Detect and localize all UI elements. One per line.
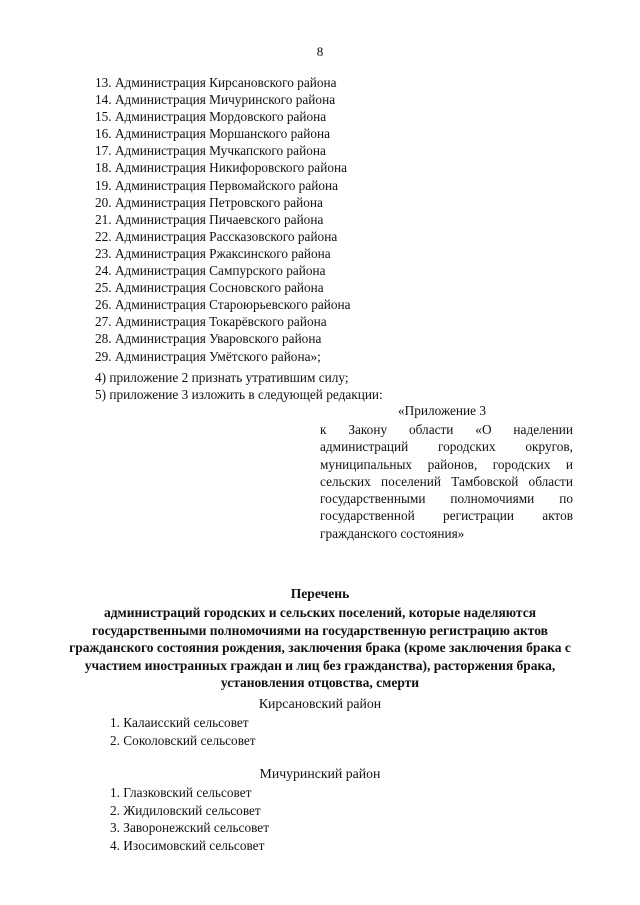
amendments: [95, 369, 383, 403]
amendment-item: 4) приложение 2 признать утратившим силу;: [95, 370, 349, 385]
list-item: 24. Администрация Сампурского района: [95, 263, 326, 279]
district-title: Мичуринский район: [259, 766, 381, 781]
annex-text: к Закону области «О наделении администраций городских округов, муниципальных районов, городских и сельских поселений Тамбовской области государственными полномочиями по государственной регистрации актов гражданского состояния»: [320, 422, 573, 541]
list-item: 17. Администрация Мучкапского района: [95, 143, 326, 159]
list-item: 14. Администрация Мичуринского района: [95, 92, 336, 108]
list-item: 1. Глазковский сельсовет: [110, 785, 252, 800]
list-item: 16. Администрация Моршанского района: [95, 126, 330, 142]
amendment-item: 5) приложение 3 изложить в следующей редакции:: [95, 387, 383, 403]
administrations-list: [95, 74, 351, 365]
list-item: 2. Жидиловский сельсовет: [110, 802, 261, 818]
list-subtitle: администраций городских и сельских поселений, которые наделяются государственными полномочиями на государственную регистрацию актов гражданского состояния рождения, заключения брака (кроме заключения брака с участием иностранных граждан и лиц без гражданства), расторжения брака, установления отцовства, смерти: [69, 605, 571, 691]
list-item: 25. Администрация Сосновского района: [95, 280, 324, 296]
list-item: 27. Администрация Токарёвского района: [95, 314, 327, 330]
list-item: 19. Администрация Первомайского района: [95, 177, 339, 193]
annex-heading: «Приложение 3: [398, 403, 486, 418]
list-item: 21. Администрация Пичаевского района: [95, 211, 324, 227]
district-title: Кирсановский район: [258, 696, 382, 711]
list-item: 3. Заворонежский сельсовет: [110, 820, 270, 836]
list-item: 2. Соколовский сельсовет: [110, 732, 256, 748]
page-number: 8: [316, 44, 324, 59]
list-item: 1. Калаисский сельсовет: [110, 715, 249, 730]
list-item: 13. Администрация Кирсановского района: [95, 75, 337, 90]
list-item: 18. Администрация Никифоровского района: [95, 160, 347, 176]
list-item: 20. Администрация Петровского района: [95, 194, 323, 210]
list-item: 22. Администрация Рассказовского района: [95, 228, 338, 244]
list-item: 15. Администрация Мордовского района: [95, 109, 327, 125]
district-list: [110, 784, 269, 854]
list-item: 4. Изосимовский сельсовет: [110, 837, 265, 853]
list-item: 28. Администрация Уваровского района: [95, 331, 322, 347]
district-list: [110, 714, 256, 749]
list-item: 29. Администрация Умётского района»;: [95, 348, 321, 364]
list-item: 23. Администрация Ржаксинского района: [95, 245, 331, 261]
list-title: Перечень: [290, 586, 350, 601]
list-item: 26. Администрация Староюрьевского района: [95, 297, 351, 313]
